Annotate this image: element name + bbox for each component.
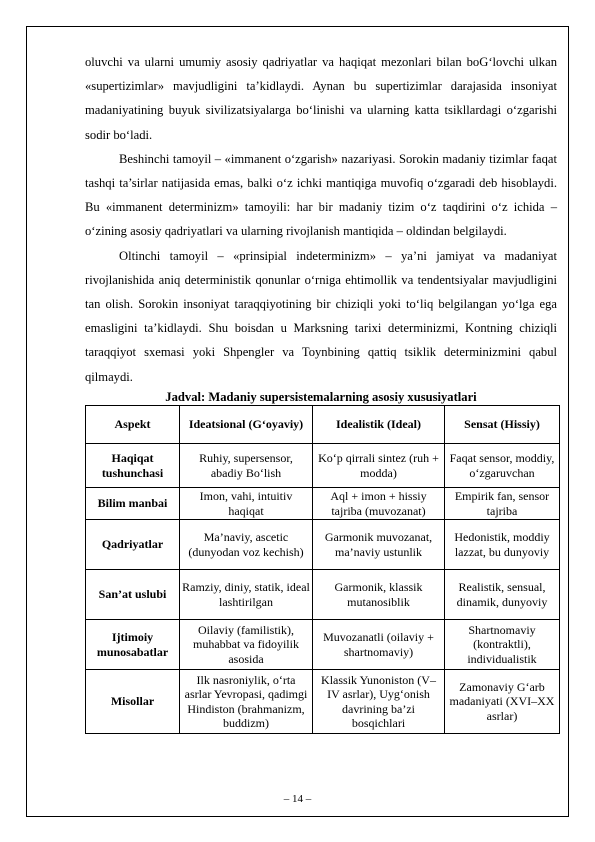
table-cell: Faqat sensor, moddiy, o‘zgaruvchan (445, 444, 560, 488)
table-cell: Hedonistik, moddiy lazzat, bu dunyoviy (445, 520, 560, 570)
table-cell: Aql + imon + hissiy tajriba (muvozanat) (313, 488, 445, 520)
table-cell: Ilk nasroniylik, o‘rta asrlar Yevropasi, qadimgi Hindiston (brahmanizm, buddizm) (180, 670, 313, 734)
table-cell: Shartnomaviy (kontraktli), individualistik (445, 620, 560, 670)
table-cell: Imon, vahi, intuitiv haqiqat (180, 488, 313, 520)
paragraph: oluvchi va ularni umumiy asosiy qadriyatlar va haqiqat mezonlari bilan boG‘lovchi ulkan «supertizimlar» mavjudligini ta’kidlaydi. Aynan bu supertizimlar darajasida insoniyat madaniyatining buyuk sivilizatsiyalarga bo‘linishi va ularning katta tsikllardagi o‘zgarishi sodir bo‘ladi. (85, 55, 557, 142)
row-header-cell: Bilim manbai (86, 488, 180, 520)
supersystems-table (85, 405, 560, 734)
table-cell: Ma’naviy, ascetic (dunyodan voz kechish) (180, 520, 313, 570)
table-cell: Ramziy, diniy, statik, ideal lashtirilgan (180, 570, 313, 620)
header-sensat: Sensat (Hissiy) (445, 406, 560, 444)
row-header-cell: Misollar (86, 670, 180, 734)
row-header-cell: Qadriyatlar (86, 520, 180, 570)
table-row (86, 620, 560, 670)
row-header-cell: Ijtimoiy munosabatlar (86, 620, 180, 670)
table-cell: Empirik fan, sensor tajriba (445, 488, 560, 520)
table-cell: Realistik, sensual, dinamik, dunyoviy (445, 570, 560, 620)
table-cell: Garmonik, klassik mutanosiblik (313, 570, 445, 620)
table-cell: Ruhiy, supersensor, abadiy Bo‘lish (180, 444, 313, 488)
header-idealistik: Idealistik (Ideal) (313, 406, 445, 444)
table-cell: Zamonaviy G‘arb madaniyati (XVI–XX asrlar) (445, 670, 560, 734)
header-aspekt: Aspekt (86, 406, 180, 444)
table-header-row (86, 406, 560, 444)
table-row (86, 670, 560, 734)
body-text (85, 50, 557, 389)
table-cell: Garmonik muvozanat, ma’naviy ustunlik (313, 520, 445, 570)
row-header-cell: Haqiqat tushunchasi (86, 444, 180, 488)
table-cell: Klassik Yunoniston (V–IV asrlar), Uyg‘onish davrining ba’zi bosqichlari (313, 670, 445, 734)
table-row (86, 520, 560, 570)
paragraph: Oltinchi tamoyil – «prinsipial indeterminizm» – ya’ni jamiyat va madaniyat rivojlanishida aniq deterministik qonunlar o‘rniga ehtimollik va tendentsiyalar mavjudligini tan olish. Sorokin insoniyat taraqqiyotining bir chiziqli yoki to‘liq belgilangan yo‘lga ega emasligini ta’kidlaydi. Shu boisdan u Marksning tarixi determinizmi, Kontning chiziqli taraqqiyot sxemasi yoki Shpengler va Toynbining qattiq tsiklik determinizmini qabul qilmaydi. (85, 248, 557, 384)
paragraph: Beshinchi tamoyil – «immanent o‘zgarish» nazariyasi. Sorokin madaniy tizimlar faqat tashqi ta’sirlar natijasida emas, balki o‘z ichki mantiqiga muvofiq o‘zgaradi deb hisoblaydi. Bu «immanent determinizm» tamoyili: har bir madaniy tizim o‘z taqdirini o‘z ichida – o‘zining asosiy qadriyatlari va ularning rivojlanish mantiqida – oldindan belgilaydi. (85, 151, 557, 239)
table-cell: Muvozanatli (oilaviy + shartnomaviy) (313, 620, 445, 670)
table-caption: Jadval: Madaniy supersistemalarning asosiy xususiyatlari (165, 390, 477, 404)
table-cell: Oilaviy (familistik), muhabbat va fidoyilik asosida (180, 620, 313, 670)
table-row (86, 488, 560, 520)
table-row (86, 444, 560, 488)
header-ideatsional: Ideatsional (G‘oyaviy) (180, 406, 313, 444)
table-row (86, 570, 560, 620)
table-cell: Ko‘p qirrali sintez (ruh + modda) (313, 444, 445, 488)
row-header-cell: San’at uslubi (86, 570, 180, 620)
page-number: – 14 – (283, 793, 312, 805)
